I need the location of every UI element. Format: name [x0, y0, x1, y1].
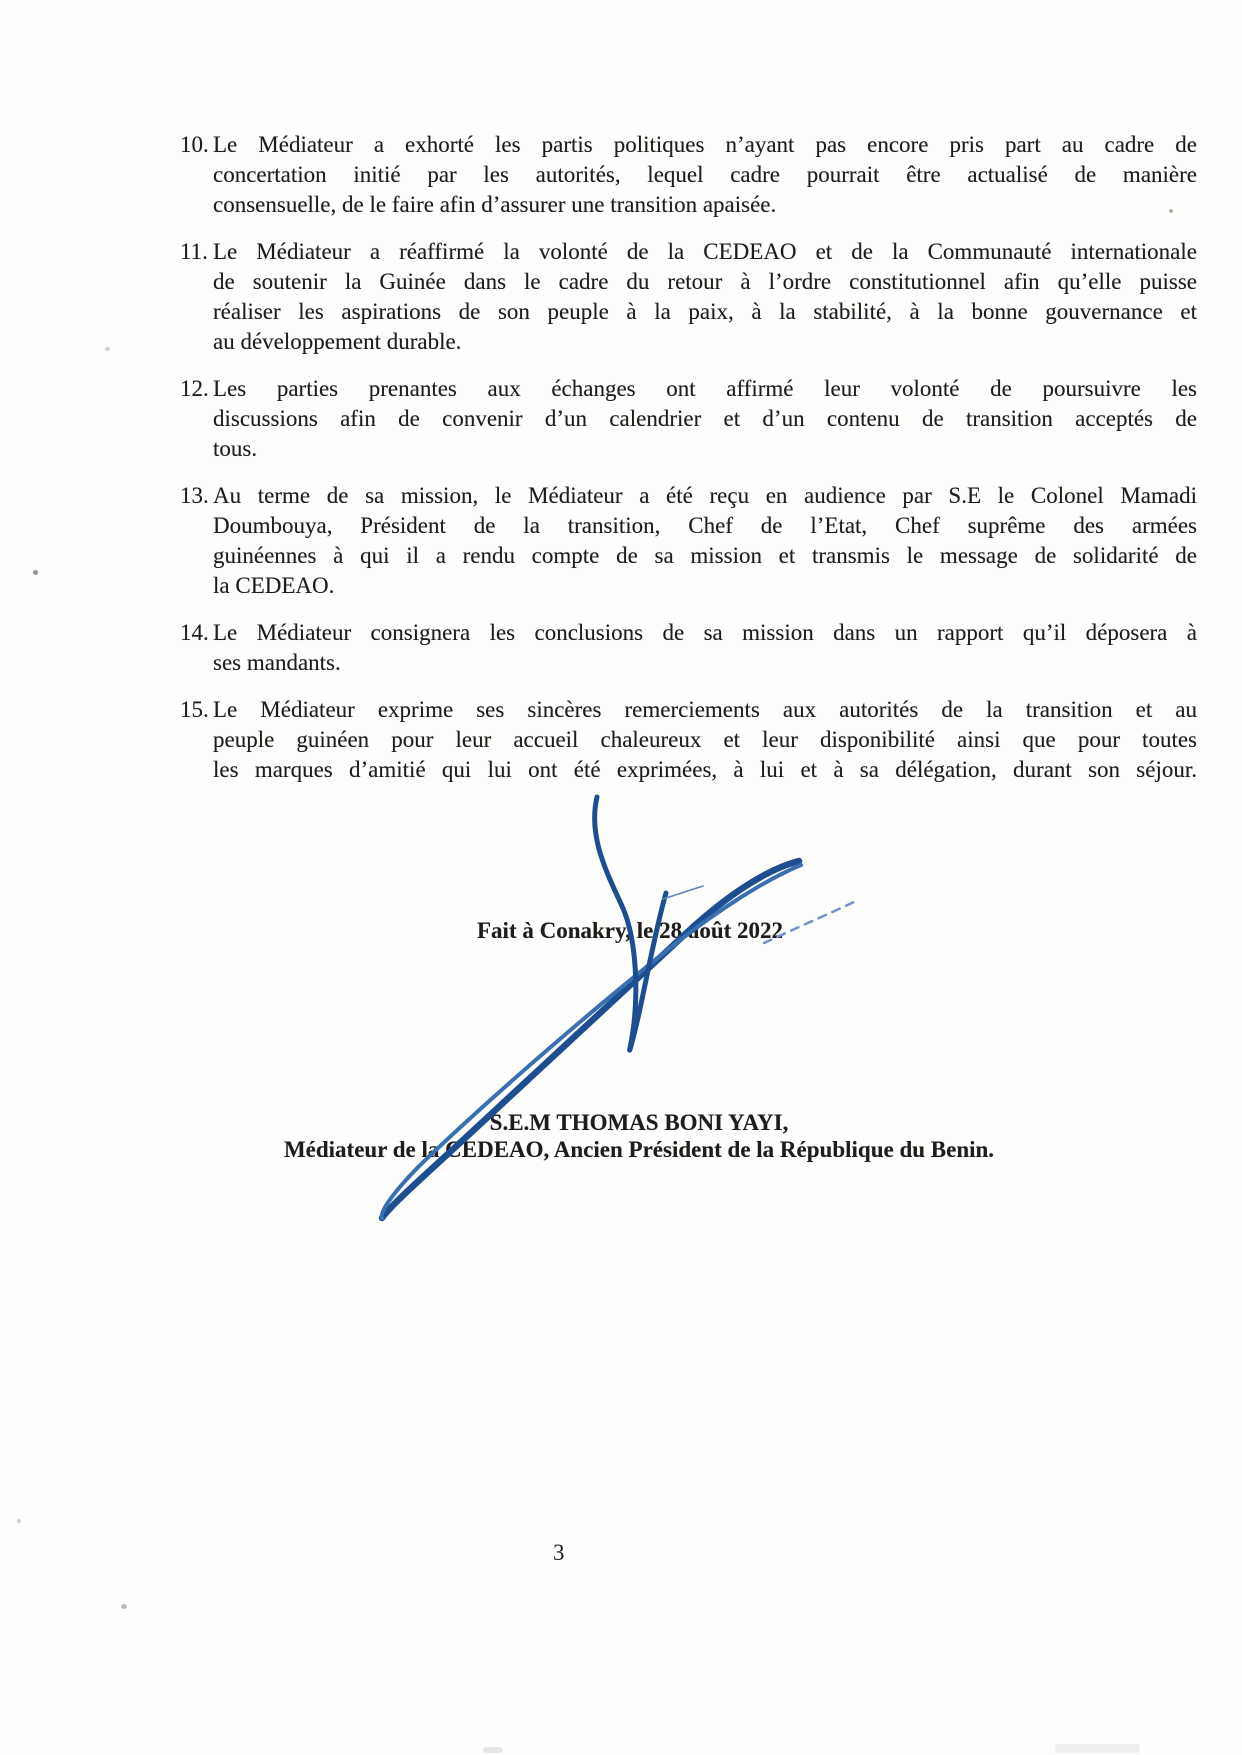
- paragraph-line: Le Médiateur consignera les conclusions de sa mission dans un rapport qu’il déposera à: [213, 620, 1197, 645]
- paragraph-line: peuple guinéen pour leur accueil chaleureux et leur disponibilité ainsi que pour toutes: [213, 727, 1197, 752]
- paragraph-line: réaliser les aspirations de son peuple à la paix, à la stabilité, à la bonne gouvernance et: [213, 299, 1197, 324]
- paragraph-line: Le Médiateur a réaffirmé la volonté de la CEDEAO et de la Communauté internationale: [213, 239, 1197, 264]
- paragraph-text: [213, 374, 1197, 464]
- signature-downstroke: [382, 861, 799, 1218]
- scan-speck: [121, 1604, 127, 1609]
- scan-speck: [105, 347, 110, 351]
- paragraph-line: consensuelle, de le faire afin d’assurer une transition apaisée.: [213, 192, 777, 217]
- paragraph-item: [180, 618, 1197, 678]
- paragraph-item: [180, 481, 1197, 601]
- signatory-title: Médiateur de la CEDEAO, Ancien Président de la République du Benin.: [283, 1137, 995, 1162]
- dateline: Fait à Conakry, le 28 août 2022: [477, 918, 784, 943]
- paragraph-line: tous.: [213, 436, 258, 461]
- paragraph-item: [180, 695, 1197, 785]
- signature-hairline: [663, 886, 703, 899]
- paragraph-line: les marques d’amitié qui lui ont été exprimées, à lui et à sa délégation, durant son séjour.: [213, 757, 1197, 782]
- paragraph-text: [213, 695, 1197, 785]
- scan-speck: [33, 570, 38, 575]
- paragraph-line: Le Médiateur exprime ses sincères remerciements aux autorités de la transition et au: [213, 697, 1197, 722]
- paragraph-number: 14.: [180, 620, 209, 645]
- paragraph-line: Les parties prenantes aux échanges ont affirmé leur volonté de poursuivre les: [213, 376, 1197, 401]
- paragraph-line: concertation initié par les autorités, lequel cadre pourrait être actualisé de manière: [213, 162, 1197, 187]
- paragraph-line: Doumbouya, Président de la transition, Chef de l’Etat, Chef suprême des armées: [213, 513, 1197, 538]
- paragraph-item: [180, 237, 1197, 357]
- scan-smudge: [1055, 1744, 1140, 1753]
- paragraph-line: la CEDEAO.: [213, 573, 335, 598]
- paragraph-number: 11.: [180, 239, 208, 264]
- paragraph-number: 10.: [180, 132, 209, 157]
- paragraph-line: de soutenir la Guinée dans le cadre du retour à l’ordre constitutionnel afin qu’elle puisse: [213, 269, 1197, 294]
- paragraph-line: guinéennes à qui il a rendu compte de sa mission et transmis le message de solidarité de: [213, 543, 1197, 568]
- paragraph-line: Au terme de sa mission, le Médiateur a été reçu en audience par S.E le Colonel Mamadi: [213, 483, 1197, 508]
- paragraph-item: [180, 374, 1197, 464]
- signatory-name: S.E.M THOMAS BONI YAYI,: [489, 1110, 789, 1135]
- paragraph-number: 13.: [180, 483, 209, 508]
- paragraph-number: 15.: [180, 697, 209, 722]
- scan-smudge: [483, 1747, 503, 1753]
- paragraph-line: discussions afin de convenir d’un calendrier et d’un contenu de transition acceptés de: [213, 406, 1197, 431]
- page-number: 3: [553, 1540, 565, 1565]
- paragraph-line: au développement durable.: [213, 329, 462, 354]
- paragraph-text: [213, 481, 1197, 601]
- paragraph-text: [213, 237, 1197, 357]
- paragraph-line: Le Médiateur a exhorté les partis politiques n’ayant pas encore pris part au cadre de: [213, 132, 1197, 157]
- scan-speck: [17, 1519, 21, 1523]
- paragraph-text: [213, 618, 1197, 678]
- paragraph-list: [180, 130, 1197, 802]
- paragraph-item: [180, 130, 1197, 220]
- paragraph-line: ses mandants.: [213, 650, 341, 675]
- paragraph-text: [213, 130, 1197, 220]
- paragraph-number: 12.: [180, 376, 209, 401]
- signatory-block: [234, 1109, 1044, 1163]
